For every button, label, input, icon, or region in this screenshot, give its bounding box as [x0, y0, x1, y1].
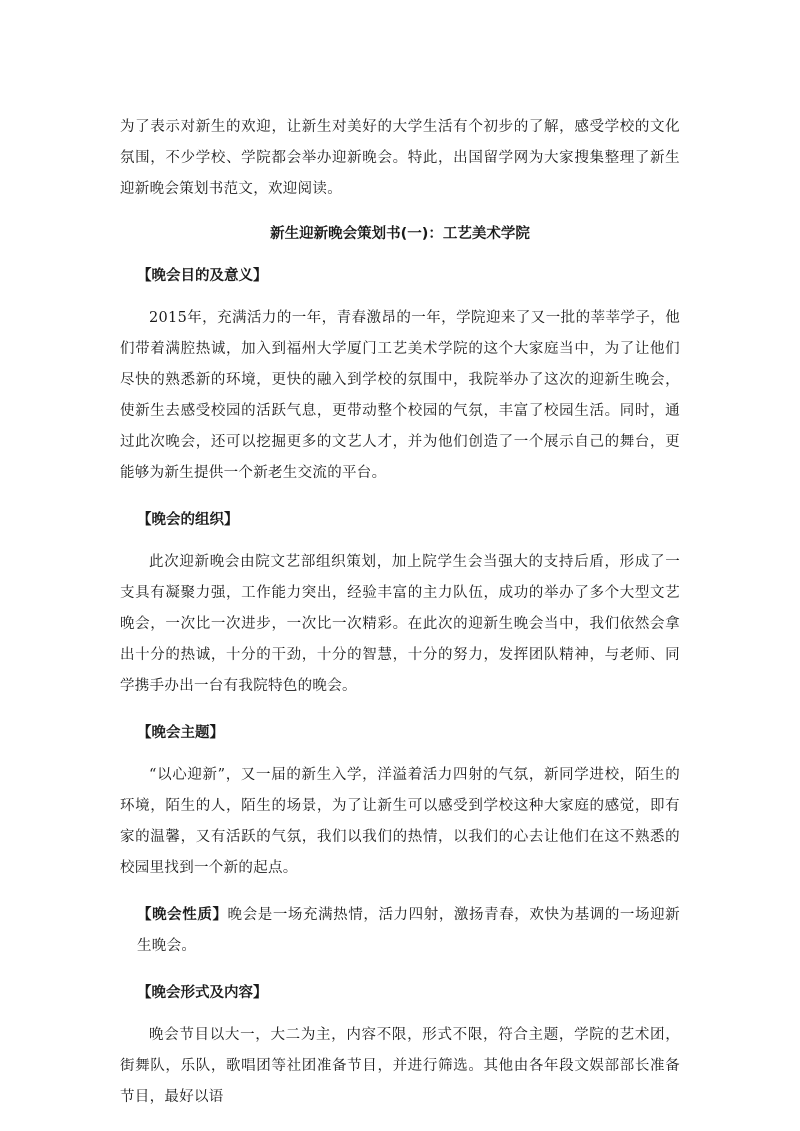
section-heading-theme: 【晚会主题】	[137, 725, 224, 741]
section-body-organization: 此次迎新晚会由院文艺部组织策划，加上院学生会当强大的支持后盾，形成了一支具有凝聚力强，工作能力突出，经验丰富的主力队伍，成功的举办了多个大型文艺晚会，一次比一次进步，一次比一次精彩。在此次的迎新生晚会当中，我们依然会拿出十分的热诚，十分的干劲，十分的智慧，十分的努力，发挥团队精神，与老师、同学携手办出一台有我院特色的晚会。	[120, 554, 680, 694]
section-nature	[120, 900, 680, 962]
document-page	[120, 112, 680, 1113]
section-heading-purpose: 【晚会目的及意义】	[137, 268, 268, 284]
section-heading-organization: 【晚会的组织】	[137, 512, 239, 528]
section-heading-format: 【晚会形式及内容】	[137, 985, 268, 1001]
intro-paragraph: 为了表示对新生的欢迎，让新生对美好的大学生活有个初步的了解，感受学校的文化氛围，不少学校、学院都会举办迎新晚会。特此，出国留学网为大家搜集整理了新生迎新晚会策划书范文，欢迎阅读。	[120, 119, 680, 197]
section-body-theme: “以心迎新”，又一届的新生入学，洋溢着活力四射的气氛，新同学进校，陌生的环境，陌生的人，陌生的场景，为了让新生可以感受到学校这种大家庭的感觉，即有家的温馨，又有活跃的气氛，我们以我们的热情，以我们的心去让他们在这不熟悉的校园里找到一个新的起点。	[120, 767, 680, 876]
section-body-format: 晚会节目以大一，大二为主，内容不限，形式不限，符合主题，学院的艺术团，街舞队，乐队，歌唱团等社团准备节目，并进行筛选。其他由各年段文娱部部长准备节目，最好以语	[120, 1027, 680, 1105]
section-heading-nature: 【晚会性质】	[137, 907, 228, 923]
document-title: 新生迎新晚会策划书(一)：工艺美术学院	[270, 226, 530, 242]
section-body-nature: 晚会是一场充满热情，活力四射，激扬青春，欢快为基调的一场迎新生晚会。	[137, 907, 680, 954]
section-body-purpose: 2015年，充满活力的一年，青春激昂的一年，学院迎来了又一批的莘莘学子，他们带着满腔热诚，加入到福州大学厦门工艺美术学院的这个大家庭当中，为了让他们尽快的熟悉新的环境，更快的融入到学校的氛围中，我院举办了这次的迎新生晚会，使新生去感受校园的活跃气息，更带动整个校园的气氛，丰富了校园生活。同时，通过此次晚会，还可以挖掘更多的文艺人才，并为他们创造了一个展示自己的舞台，更能够为新生提供一个新老生交流的平台。	[120, 310, 680, 481]
